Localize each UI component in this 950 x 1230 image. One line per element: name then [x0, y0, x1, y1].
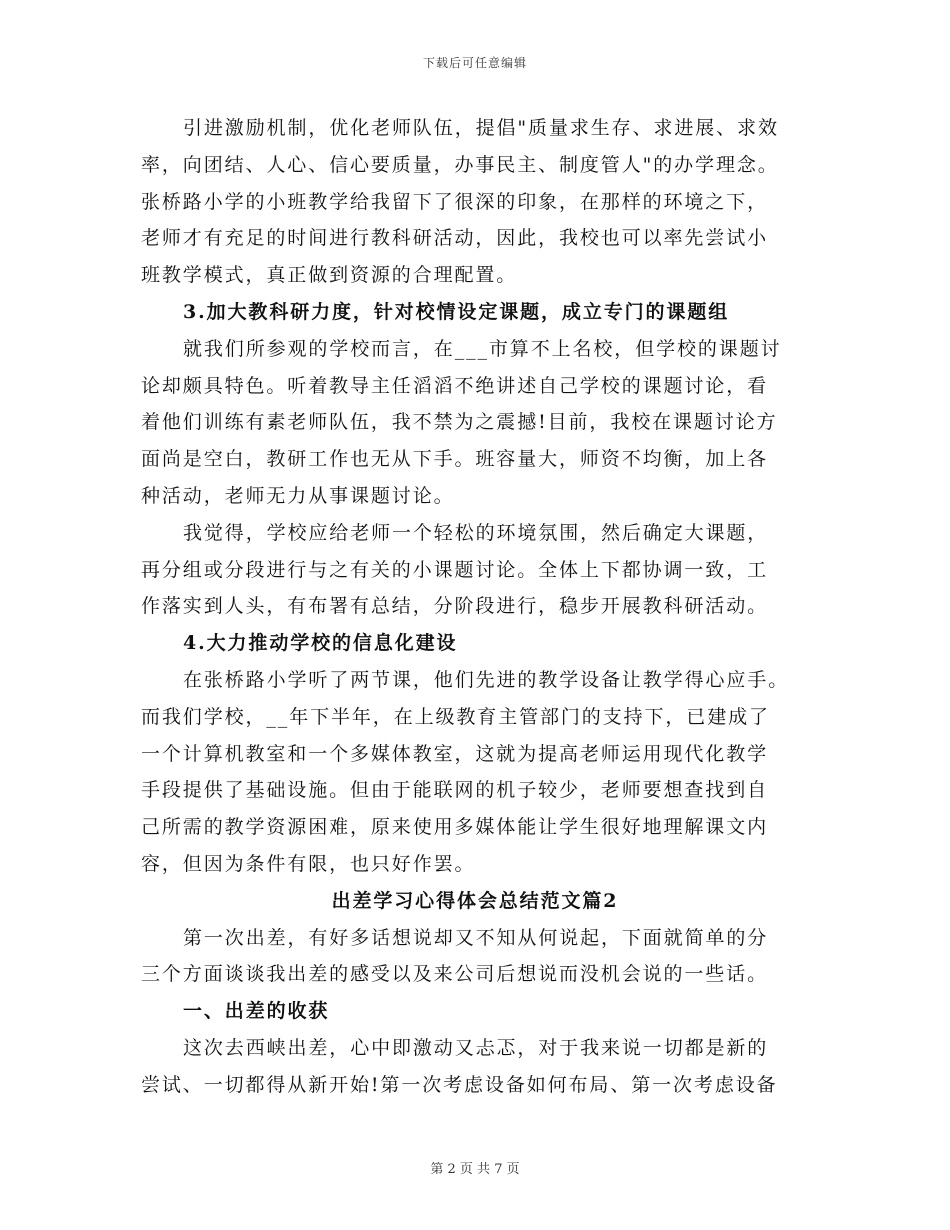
text-line: 这次去西峡出差，心中即激动又忐忑，对于我来说一切都是新的 [183, 1036, 769, 1059]
subheading: 3.加大教科研力度，针对校情设定课题，成立专门的课题组 [183, 300, 730, 323]
text-line: 第一次出差，有好多话想说却又不知从何说起，下面就简单的分 [183, 926, 769, 949]
text-line: 着他们训练有素老师队伍，我不禁为之震撼!目前，我校在课题讨论方 [141, 411, 778, 434]
text-line: 容，但因为条件有限，也只好作罢。 [141, 852, 476, 875]
page-header: 下载后可任意编辑 [422, 56, 527, 70]
text-line: 一个计算机教室和一个多媒体教室，这就为提高老师运用现代化教学 [141, 742, 769, 765]
text-line: 尝试、一切都得从新开始!第一次考虑设备如何布局、第一次考虑设备 [141, 1073, 778, 1096]
text-line: 老师才有充足的时间进行教科研活动，因此，我校也可以率先尝试小 [141, 227, 769, 250]
text-line: 率，向团结、人心、信心要质量，办事民主、制度管人"的办学理念。 [141, 153, 779, 176]
text-line: 班教学模式，真正做到资源的合理配置。 [141, 264, 518, 287]
text-line: 手段提供了基础设施。但由于能联网的机子较少，老师要想查找到自 [141, 779, 769, 802]
text-line: 我觉得，学校应给老师一个轻松的环境氛围，然后确定大课题， [183, 521, 769, 544]
section-title: 出差学习心得体会总结范文篇2 [331, 889, 619, 912]
document-body [141, 110, 809, 1104]
text-line: 而我们学校，__年下半年，在上级教育主管部门的支持下，已建成了 [141, 705, 770, 728]
text-line: 引进激励机制，优化老师队伍，提倡"质量求生存、求进展、求效 [183, 117, 779, 139]
text-line: 作落实到人头，有布署有总结，分阶段进行，稳步开展教科研活动。 [141, 595, 769, 618]
text-line: 张桥路小学的小班教学给我留下了很深的印象，在那样的环境之下， [141, 190, 769, 213]
text-line: 三个方面谈谈我出差的感受以及来公司后想说而没机会说的一些话。 [141, 963, 769, 986]
text-line: 种活动，老师无力从事课题讨论。 [141, 484, 455, 507]
text-line: 己所需的教学资源困难，原来使用多媒体能让学生很好地理解课文内 [141, 816, 769, 839]
subheading: 一、出差的收获 [183, 1000, 330, 1023]
text-line: 就我们所参观的学校而言，在___市算不上名校，但学校的课题讨 [183, 337, 782, 360]
text-line: 再分组或分段进行与之有关的小课题讨论。全体上下都协调一致，工 [141, 558, 769, 581]
page-footer: 第 2 页 共 7 页 [430, 1162, 520, 1177]
text-line: 在张桥路小学听了两节课，他们先进的教学设备让教学得心应手。 [183, 668, 790, 691]
subheading: 4.大力推动学校的信息化建设 [183, 632, 458, 655]
text-line: 论却颇具特色。听着教导主任滔滔不绝讲述自己学校的课题讨论，看 [141, 374, 769, 397]
text-line: 面尚是空白，教研工作也无从下手。班容量大，师资不均衡，加上各 [141, 448, 769, 471]
